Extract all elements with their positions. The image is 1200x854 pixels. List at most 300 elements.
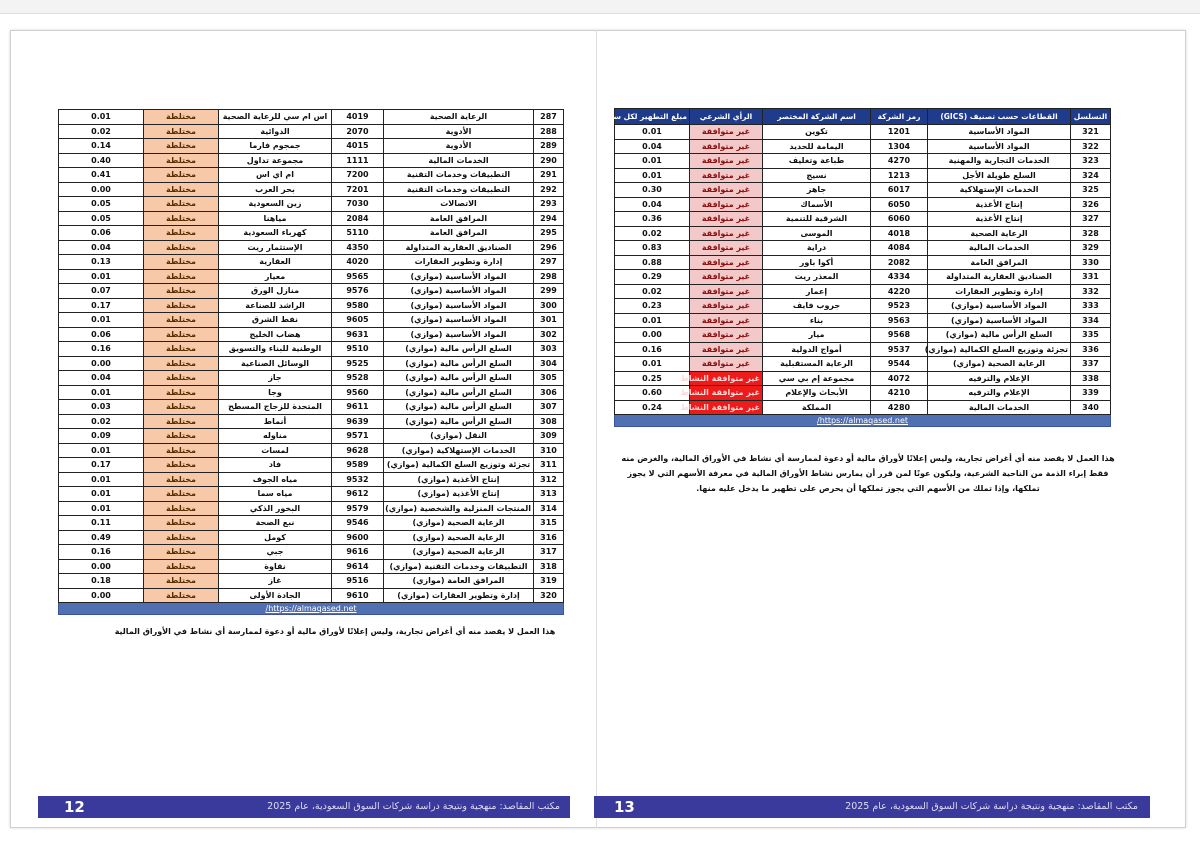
sector-cell: التطبيقات وخدمات التقنية xyxy=(384,182,534,197)
company-name-cell: بناء xyxy=(763,313,871,328)
code-cell: 9532 xyxy=(332,472,384,487)
code-cell: 2084 xyxy=(332,211,384,226)
sharia-opinion-cell: غير متوافقة xyxy=(690,328,763,343)
table-row xyxy=(59,516,564,531)
serial-cell: 310 xyxy=(534,443,564,458)
code-cell: 9610 xyxy=(332,588,384,603)
table-row xyxy=(615,386,1111,401)
purification-amount-cell: 0.30 xyxy=(615,183,690,198)
code-cell: 7201 xyxy=(332,182,384,197)
company-name-cell: منازل الورق xyxy=(219,284,332,299)
code-cell: 4072 xyxy=(871,371,928,386)
purification-amount-cell: 0.16 xyxy=(59,545,144,560)
serial-cell: 313 xyxy=(534,487,564,502)
company-name-cell: معيار xyxy=(219,269,332,284)
purification-amount-cell: 0.05 xyxy=(59,211,144,226)
company-name-cell: ام اي اس xyxy=(219,168,332,183)
table-row xyxy=(59,197,564,212)
table-row xyxy=(615,342,1111,357)
code-cell: 9614 xyxy=(332,559,384,574)
sharia-opinion-cell: مختلطة xyxy=(144,269,219,284)
code-cell: 1213 xyxy=(871,168,928,183)
sharia-opinion-cell: غير متوافقة xyxy=(690,357,763,372)
table-row xyxy=(59,153,564,168)
table-row xyxy=(59,298,564,313)
sharia-opinion-cell: غير متوافقة xyxy=(690,284,763,299)
serial-cell: 314 xyxy=(534,501,564,516)
sector-cell: المواد الأساسية xyxy=(928,139,1071,154)
table-row xyxy=(59,211,564,226)
table-row xyxy=(615,197,1111,212)
code-cell: 6050 xyxy=(871,197,928,212)
table-row xyxy=(59,400,564,415)
table-row xyxy=(59,385,564,400)
code-cell: 4270 xyxy=(871,154,928,169)
code-cell: 4280 xyxy=(871,400,928,415)
purification-amount-cell: 0.83 xyxy=(615,241,690,256)
viewer-top-bar xyxy=(0,0,1200,14)
serial-cell: 336 xyxy=(1071,342,1111,357)
purification-amount-cell: 0.00 xyxy=(615,328,690,343)
serial-cell: 338 xyxy=(1071,371,1111,386)
sharia-opinion-cell: مختلطة xyxy=(144,501,219,516)
sector-cell: تجزئة وتوزيع السلع الكمالية (موازي) xyxy=(928,342,1071,357)
table-row xyxy=(59,588,564,603)
sharia-opinion-cell: غير متوافقة xyxy=(690,212,763,227)
sector-cell: المواد الأساسية (موازي) xyxy=(384,313,534,328)
serial-cell: 300 xyxy=(534,298,564,313)
company-name-cell: العقارية xyxy=(219,255,332,270)
company-name-cell: المتحدة للزجاج المسطح xyxy=(219,400,332,415)
sector-cell: النقل (موازي) xyxy=(384,429,534,444)
purification-amount-cell: 0.05 xyxy=(59,197,144,212)
company-name-cell: بحر العرب xyxy=(219,182,332,197)
serial-cell: 329 xyxy=(1071,241,1111,256)
code-cell: 9631 xyxy=(332,327,384,342)
sharia-opinion-cell: مختلطة xyxy=(144,240,219,255)
code-cell: 5110 xyxy=(332,226,384,241)
serial-cell: 316 xyxy=(534,530,564,545)
purification-amount-cell: 0.16 xyxy=(615,342,690,357)
purification-amount-cell: 0.06 xyxy=(59,327,144,342)
company-name-cell: الموسى xyxy=(763,226,871,241)
footer-title: مكتب المقاصد: منهجية ونتيجة دراسة شركات السوق السعودية، عام 2025 xyxy=(845,801,1138,812)
company-name-cell: الأسماك xyxy=(763,197,871,212)
companies-table-body xyxy=(59,110,564,603)
disclaimer-text: هذا العمل لا يقصد منه أي أغراض تجارية، وليس إعلانًا لأوراق مالية أو دعوة لممارسة أي نشاط في الأوراق المالية xyxy=(114,627,556,636)
purification-amount-cell: 0.11 xyxy=(59,516,144,531)
purification-amount-cell: 0.01 xyxy=(59,487,144,502)
code-cell: 9639 xyxy=(332,414,384,429)
company-name-cell: البخور الذكي xyxy=(219,501,332,516)
company-name-cell: مجموعة إم بي سي xyxy=(763,371,871,386)
purification-amount-cell: 0.01 xyxy=(59,110,144,125)
serial-cell: 299 xyxy=(534,284,564,299)
page-gutter xyxy=(596,30,597,828)
table-row xyxy=(59,182,564,197)
purification-amount-cell: 0.02 xyxy=(615,284,690,299)
company-name-cell: مناوله xyxy=(219,429,332,444)
code-cell: 4220 xyxy=(871,284,928,299)
code-cell: 4350 xyxy=(332,240,384,255)
company-name-cell: مياه سما xyxy=(219,487,332,502)
purification-amount-cell: 0.01 xyxy=(59,472,144,487)
serial-cell: 315 xyxy=(534,516,564,531)
company-name-cell: الوطنية للبناء والتسويق xyxy=(219,342,332,357)
code-cell: 4334 xyxy=(871,270,928,285)
code-cell: 2070 xyxy=(332,124,384,139)
serial-cell: 293 xyxy=(534,197,564,212)
table-row xyxy=(59,139,564,154)
serial-cell: 287 xyxy=(534,110,564,125)
table-row xyxy=(59,255,564,270)
purification-amount-cell: 0.00 xyxy=(59,182,144,197)
table-row xyxy=(59,356,564,371)
purification-amount-cell: 0.02 xyxy=(615,226,690,241)
company-name-cell: طباعة وتغليف xyxy=(763,154,871,169)
serial-cell: 305 xyxy=(534,371,564,386)
table-row xyxy=(59,472,564,487)
code-cell: 9605 xyxy=(332,313,384,328)
purification-amount-cell: 0.01 xyxy=(615,313,690,328)
purification-amount-cell: 0.18 xyxy=(59,574,144,589)
sharia-opinion-cell: مختلطة xyxy=(144,313,219,328)
company-name-cell: لمسات xyxy=(219,443,332,458)
table-row xyxy=(59,530,564,545)
serial-cell: 317 xyxy=(534,545,564,560)
purification-amount-cell: 0.06 xyxy=(59,226,144,241)
table-row xyxy=(59,124,564,139)
code-cell: 9537 xyxy=(871,342,928,357)
sharia-opinion-cell: مختلطة xyxy=(144,559,219,574)
sector-cell: المواد الأساسية (موازي) xyxy=(928,313,1071,328)
code-cell: 9576 xyxy=(332,284,384,299)
serial-cell: 332 xyxy=(1071,284,1111,299)
purification-amount-cell: 0.36 xyxy=(615,212,690,227)
sector-cell: الأدوية xyxy=(384,139,534,154)
sharia-opinion-cell: مختلطة xyxy=(144,371,219,386)
company-name-cell: تكوين xyxy=(763,125,871,140)
company-name-cell: اليمامة للحديد xyxy=(763,139,871,154)
purification-amount-cell: 0.01 xyxy=(59,385,144,400)
code-cell: 9611 xyxy=(332,400,384,415)
sharia-opinion-cell: مختلطة xyxy=(144,516,219,531)
serial-cell: 308 xyxy=(534,414,564,429)
sector-cell: السلع الرأس مالية (موازي) xyxy=(384,342,534,357)
table-row xyxy=(615,241,1111,256)
sector-cell: المواد الأساسية xyxy=(928,125,1071,140)
sector-cell: إدارة وتطوير العقارات (موازي) xyxy=(384,588,534,603)
sector-cell: الرعاية الصحية xyxy=(384,110,534,125)
sharia-opinion-cell: مختلطة xyxy=(144,226,219,241)
code-cell: 4084 xyxy=(871,241,928,256)
sharia-opinion-cell: غير متوافقة النشاط xyxy=(690,371,763,386)
purification-amount-cell: 0.14 xyxy=(59,139,144,154)
sector-cell: الأدوية xyxy=(384,124,534,139)
sector-cell: المواد الأساسية (موازي) xyxy=(928,299,1071,314)
purification-amount-cell: 0.16 xyxy=(59,342,144,357)
company-name-cell: جبي xyxy=(219,545,332,560)
table-row xyxy=(59,574,564,589)
table-row xyxy=(59,443,564,458)
sharia-opinion-cell: مختلطة xyxy=(144,153,219,168)
table-row xyxy=(615,226,1111,241)
code-cell: 9528 xyxy=(332,371,384,386)
code-cell: 1111 xyxy=(332,153,384,168)
company-name-cell: كومل xyxy=(219,530,332,545)
code-cell: 9612 xyxy=(332,487,384,502)
serial-cell: 327 xyxy=(1071,212,1111,227)
serial-cell: 322 xyxy=(1071,139,1111,154)
sharia-opinion-cell: مختلطة xyxy=(144,110,219,125)
table-row xyxy=(59,168,564,183)
table-row xyxy=(59,371,564,386)
purification-amount-cell: 0.02 xyxy=(59,414,144,429)
table-row xyxy=(615,125,1111,140)
table-row xyxy=(615,270,1111,285)
table-row xyxy=(59,414,564,429)
serial-cell: 321 xyxy=(1071,125,1111,140)
sharia-opinion-cell: مختلطة xyxy=(144,298,219,313)
code-cell: 9563 xyxy=(871,313,928,328)
company-name-cell: وجا xyxy=(219,385,332,400)
purification-amount-cell: 0.60 xyxy=(615,386,690,401)
company-name-cell: أنماط xyxy=(219,414,332,429)
header-sector: القطاعات حسب تصنيف (GICS) xyxy=(928,109,1071,125)
sharia-opinion-cell: غير متوافقة xyxy=(690,270,763,285)
code-cell: 9510 xyxy=(332,342,384,357)
sharia-opinion-cell: مختلطة xyxy=(144,414,219,429)
sector-cell: الرعاية الصحية (موازي) xyxy=(928,357,1071,372)
sector-cell: المواد الأساسية (موازي) xyxy=(384,284,534,299)
sector-cell: الصناديق العقارية المتداولة xyxy=(928,270,1071,285)
purification-amount-cell: 0.01 xyxy=(59,269,144,284)
header-company-name: اسم الشركة المختصر xyxy=(763,109,871,125)
serial-cell: 331 xyxy=(1071,270,1111,285)
serial-cell: 333 xyxy=(1071,299,1111,314)
sector-cell: التطبيقات وخدمات التقنية (موازي) xyxy=(384,559,534,574)
serial-cell: 301 xyxy=(534,313,564,328)
sharia-opinion-cell: مختلطة xyxy=(144,356,219,371)
purification-amount-cell: 0.49 xyxy=(59,530,144,545)
sharia-opinion-cell: غير متوافقة xyxy=(690,255,763,270)
sector-cell: الرعاية الصحية (موازي) xyxy=(384,516,534,531)
company-name-cell: إعمار xyxy=(763,284,871,299)
code-cell: 4210 xyxy=(871,386,928,401)
code-cell: 9628 xyxy=(332,443,384,458)
purification-amount-cell: 0.00 xyxy=(59,588,144,603)
sector-cell: الإعلام والترفيه xyxy=(928,386,1071,401)
sharia-opinion-cell: مختلطة xyxy=(144,429,219,444)
sector-cell: إنتاج الأغذية (موازي) xyxy=(384,487,534,502)
purification-amount-cell: 0.03 xyxy=(59,400,144,415)
sector-cell: إنتاج الأغذية xyxy=(928,212,1071,227)
serial-cell: 306 xyxy=(534,385,564,400)
sector-cell: السلع الرأس مالية (موازي) xyxy=(384,371,534,386)
table-row xyxy=(59,342,564,357)
serial-cell: 335 xyxy=(1071,328,1111,343)
sharia-opinion-cell: غير متوافقة xyxy=(690,197,763,212)
sector-cell: الرعاية الصحية (موازي) xyxy=(384,545,534,560)
company-name-cell: الجادة الأولى xyxy=(219,588,332,603)
code-cell: 9546 xyxy=(332,516,384,531)
sector-cell: التطبيقات وخدمات التقنية xyxy=(384,168,534,183)
code-cell: 1201 xyxy=(871,125,928,140)
purification-amount-cell: 0.00 xyxy=(59,356,144,371)
sector-cell: المواد الأساسية (موازي) xyxy=(384,269,534,284)
sector-cell: إدارة وتطوير العقارات xyxy=(928,284,1071,299)
serial-cell: 290 xyxy=(534,153,564,168)
page-number: 13 xyxy=(614,798,635,816)
footer-title: مكتب المقاصد: منهجية ونتيجة دراسة شركات السوق السعودية، عام 2025 xyxy=(267,801,560,812)
sharia-opinion-cell: غير متوافقة النشاط xyxy=(690,386,763,401)
company-name-cell: جروب فايف xyxy=(763,299,871,314)
serial-cell: 292 xyxy=(534,182,564,197)
company-name-cell: أكوا باور xyxy=(763,255,871,270)
sharia-opinion-cell: مختلطة xyxy=(144,458,219,473)
company-name-cell: نبع الصحة xyxy=(219,516,332,531)
code-cell: 9560 xyxy=(332,385,384,400)
serial-cell: 337 xyxy=(1071,357,1111,372)
code-cell: 9589 xyxy=(332,458,384,473)
serial-cell: 339 xyxy=(1071,386,1111,401)
serial-cell: 294 xyxy=(534,211,564,226)
sharia-opinion-cell: غير متوافقة xyxy=(690,183,763,198)
company-name-cell: دراية xyxy=(763,241,871,256)
table-row xyxy=(615,212,1111,227)
sharia-opinion-cell: مختلطة xyxy=(144,545,219,560)
code-cell: 9580 xyxy=(332,298,384,313)
sector-cell: السلع الرأس مالية (موازي) xyxy=(384,400,534,415)
sector-cell: الإعلام والترفيه xyxy=(928,371,1071,386)
sharia-opinion-cell: غير متوافقة xyxy=(690,313,763,328)
purification-amount-cell: 0.01 xyxy=(59,313,144,328)
code-cell: 6060 xyxy=(871,212,928,227)
serial-cell: 303 xyxy=(534,342,564,357)
serial-cell: 334 xyxy=(1071,313,1111,328)
company-name-cell: المملكة xyxy=(763,400,871,415)
sector-cell: الرعاية الصحية xyxy=(928,226,1071,241)
company-name-cell: كهرباء السعودية xyxy=(219,226,332,241)
sector-cell: المرافق العامة xyxy=(928,255,1071,270)
code-cell: 9579 xyxy=(332,501,384,516)
sharia-opinion-cell: مختلطة xyxy=(144,211,219,226)
header-code: رمز الشركة xyxy=(871,109,928,125)
purification-amount-cell: 0.13 xyxy=(59,255,144,270)
company-name-cell: الوسائل الصناعية xyxy=(219,356,332,371)
serial-cell: 326 xyxy=(1071,197,1111,212)
code-cell: 9565 xyxy=(332,269,384,284)
code-cell: 9525 xyxy=(332,356,384,371)
code-cell: 9571 xyxy=(332,429,384,444)
table-row xyxy=(615,139,1111,154)
purification-amount-cell: 0.41 xyxy=(59,168,144,183)
header-serial: التسلسل xyxy=(1071,109,1111,125)
purification-amount-cell: 0.04 xyxy=(615,139,690,154)
table-row xyxy=(59,545,564,560)
purification-amount-cell: 0.88 xyxy=(615,255,690,270)
sharia-opinion-cell: مختلطة xyxy=(144,124,219,139)
purification-amount-cell: 0.09 xyxy=(59,429,144,444)
website-link[interactable]: https://almaqased.net/ xyxy=(265,603,357,613)
sharia-opinion-cell: غير متوافقة xyxy=(690,125,763,140)
code-cell: 9600 xyxy=(332,530,384,545)
serial-cell: 319 xyxy=(534,574,564,589)
company-name-cell: مياهنا xyxy=(219,211,332,226)
table-row xyxy=(59,110,564,125)
purification-amount-cell: 0.02 xyxy=(59,124,144,139)
company-name-cell: الأبحاث والإعلام xyxy=(763,386,871,401)
purification-amount-cell: 0.04 xyxy=(615,197,690,212)
purification-amount-cell: 0.01 xyxy=(59,443,144,458)
purification-amount-cell: 0.01 xyxy=(59,501,144,516)
link-row xyxy=(615,415,1111,427)
table-row xyxy=(59,559,564,574)
sector-cell: السلع طويلة الأجل xyxy=(928,168,1071,183)
table-row xyxy=(615,168,1111,183)
table-row xyxy=(615,328,1111,343)
purification-amount-cell: 0.29 xyxy=(615,270,690,285)
serial-cell: 330 xyxy=(1071,255,1111,270)
company-name-cell: أمواج الدولية xyxy=(763,342,871,357)
company-name-cell: غاز xyxy=(219,574,332,589)
company-name-cell: فاد xyxy=(219,458,332,473)
company-name-cell: نفط الشرق xyxy=(219,313,332,328)
sharia-opinion-cell: مختلطة xyxy=(144,443,219,458)
sharia-opinion-cell: مختلطة xyxy=(144,168,219,183)
company-name-cell: زين السعودية xyxy=(219,197,332,212)
serial-cell: 312 xyxy=(534,472,564,487)
code-cell: 2082 xyxy=(871,255,928,270)
serial-cell: 288 xyxy=(534,124,564,139)
sector-cell: السلع الرأس مالية (موازي) xyxy=(384,385,534,400)
code-cell: 7030 xyxy=(332,197,384,212)
sector-cell: إدارة وتطوير العقارات xyxy=(384,255,534,270)
sharia-opinion-cell: مختلطة xyxy=(144,182,219,197)
sector-cell: الخدمات التجارية والمهنية xyxy=(928,154,1071,169)
table-row xyxy=(615,299,1111,314)
code-cell: 9568 xyxy=(871,328,928,343)
sector-cell: إنتاج الأغذية xyxy=(928,197,1071,212)
sector-cell: المنتجات المنزلية والشخصية (موازي) xyxy=(384,501,534,516)
serial-cell: 298 xyxy=(534,269,564,284)
companies-table-page-12 xyxy=(58,109,564,615)
purification-amount-cell: 0.01 xyxy=(615,154,690,169)
serial-cell: 295 xyxy=(534,226,564,241)
code-cell: 4019 xyxy=(332,110,384,125)
purification-amount-cell: 0.23 xyxy=(615,299,690,314)
company-name-cell: الرعاية المستقبلية xyxy=(763,357,871,372)
sharia-opinion-cell: غير متوافقة xyxy=(690,154,763,169)
sharia-opinion-cell: مختلطة xyxy=(144,487,219,502)
company-name-cell: الدوائية xyxy=(219,124,332,139)
sharia-opinion-cell: مختلطة xyxy=(144,385,219,400)
companies-table-page-13 xyxy=(602,108,1111,427)
code-cell: 4018 xyxy=(871,226,928,241)
company-name-cell: نقاوة xyxy=(219,559,332,574)
sector-cell: تجزئة وتوزيع السلع الكمالية (موازي) xyxy=(384,458,534,473)
website-link[interactable]: https://almaqased.net/ xyxy=(816,415,909,425)
sector-cell: السلع الرأس مالية (موازي) xyxy=(384,414,534,429)
sector-cell: السلع الرأس مالية (موازي) xyxy=(928,328,1071,343)
page-footer-12 xyxy=(38,796,570,818)
purification-amount-cell: 0.24 xyxy=(615,400,690,415)
sector-cell: المواد الأساسية (موازي) xyxy=(384,298,534,313)
code-cell: 6017 xyxy=(871,183,928,198)
code-cell: 9544 xyxy=(871,357,928,372)
sharia-opinion-cell: غير متوافقة xyxy=(690,139,763,154)
code-cell: 1304 xyxy=(871,139,928,154)
